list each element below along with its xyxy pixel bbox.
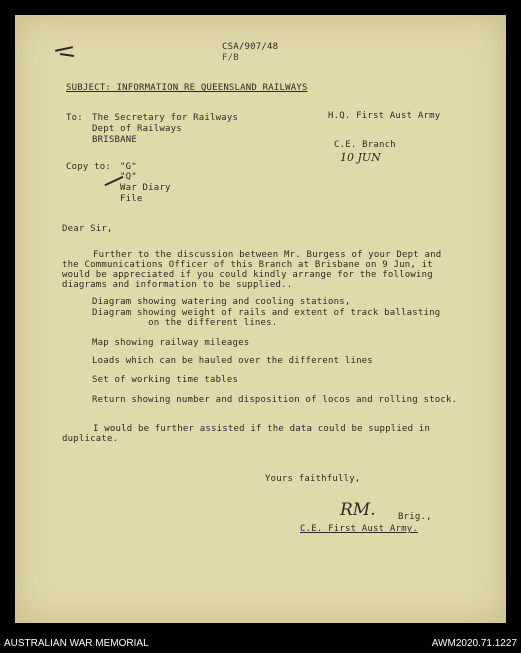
list-item: Map showing railway mileages [92, 338, 250, 348]
copy-to-item: File [120, 194, 143, 204]
recipient-line: BRISBANE [92, 135, 137, 145]
footer-accession-number: AWM2020.71.1227 [431, 638, 517, 649]
list-item: Diagram showing weight of rails and extent of track ballasting [92, 308, 441, 318]
salutation: Dear Sir, [62, 224, 113, 234]
signatory-title: C.E. First Aust Army. [300, 524, 418, 534]
valediction: Yours faithfully, [265, 474, 361, 484]
list-item: on the different lines. [92, 318, 278, 328]
list-item: Set of working time tables [92, 375, 239, 385]
file-reference: CSA/907/48 [222, 42, 279, 52]
recipient-line: Dept of Railways [92, 124, 182, 134]
recipient-line: The Secretary for Railways [92, 113, 239, 123]
sender-line: C.E. Branch [334, 140, 396, 150]
footer-institution: AUSTRALIAN WAR MEMORIAL [4, 638, 149, 649]
list-item: Return showing number and disposition of locos and rolling stock. [92, 395, 458, 405]
sender-line: H.Q. First Aust Army [328, 111, 441, 121]
paragraph-line: I would be further assisted if the data could be supplied in [93, 424, 431, 434]
paragraph-line: the Communications Officer of this Branch at Brisbane on 9 Jun, it [62, 260, 433, 270]
copy-to-item: "Q" [120, 172, 137, 182]
list-item: Loads which can be hauled over the different lines [92, 356, 373, 366]
signature: RM. [340, 500, 376, 520]
paragraph-line: would be appreciated if you could kindly arrange for the following [62, 270, 433, 280]
to-label: To: [66, 113, 83, 123]
paragraph-line: duplicate. [62, 434, 119, 444]
copy-to-item: "G" [120, 162, 137, 172]
subject-line: SUBJECT: INFORMATION RE QUEENSLAND RAILWAYS [66, 83, 308, 93]
copy-to-item: War Diary [120, 183, 171, 193]
file-sub-reference: F/B [222, 53, 239, 63]
paragraph-line: Further to the discussion between Mr. Burgess of your Dept and [93, 250, 442, 260]
handwritten-date: 10 JUN [340, 151, 381, 164]
paragraph-line: diagrams and information to be supplied.. [62, 280, 293, 290]
list-item: Diagram showing watering and cooling stations, [92, 297, 351, 307]
signatory-rank: Brig., [398, 512, 432, 522]
copy-to-label: Copy to: [66, 162, 111, 172]
